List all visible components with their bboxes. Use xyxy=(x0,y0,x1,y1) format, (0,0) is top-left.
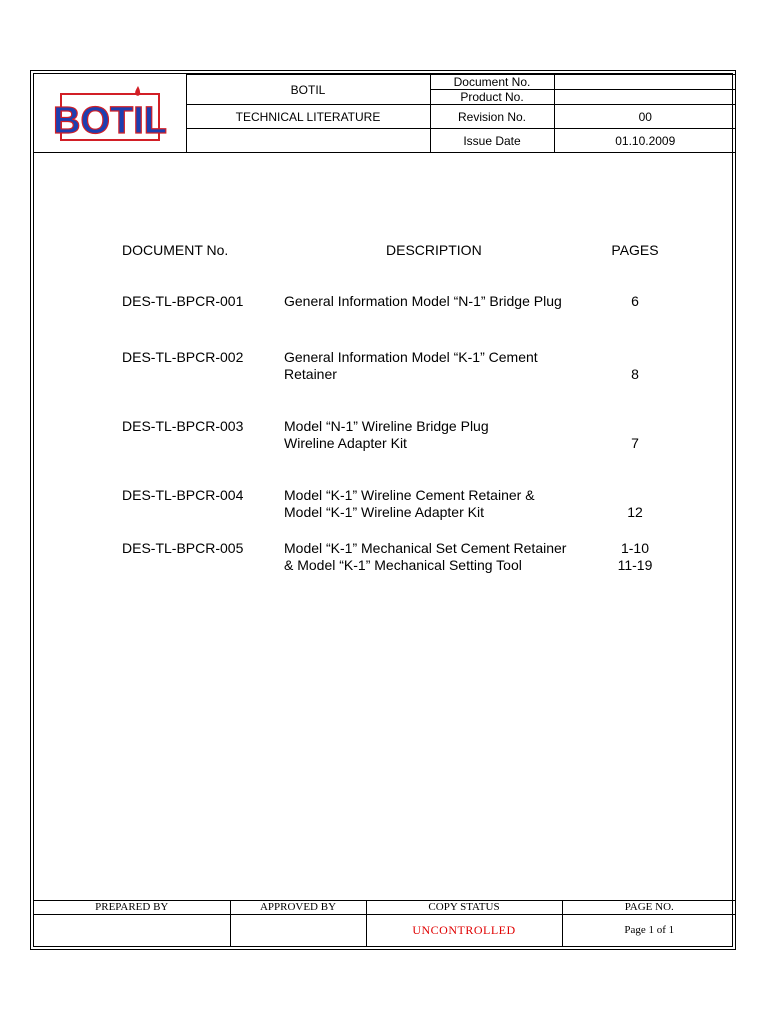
row-pages-line: 1-10 xyxy=(620,540,650,556)
row-doc-no: DES-TL-BPCR-005 xyxy=(122,540,244,556)
document-no-value xyxy=(554,75,736,90)
column-header-doc-no: DOCUMENT No. xyxy=(122,242,229,258)
column-header-description: DESCRIPTION xyxy=(386,242,482,258)
row-description xyxy=(284,418,604,452)
copy-status-value: UNCONTROLLED xyxy=(366,914,562,946)
page-no-label: PAGE NO. xyxy=(562,900,736,914)
botil-logo xyxy=(34,84,186,142)
header-table xyxy=(34,74,736,153)
row-description-line: Retainer xyxy=(284,366,337,382)
copy-status-label: COPY STATUS xyxy=(366,900,562,914)
row-description-line: & Model “K-1” Mechanical Setting Tool xyxy=(284,557,522,573)
prepared-by-value xyxy=(34,914,230,946)
row-description xyxy=(284,487,604,521)
column-header-pages: PAGES xyxy=(611,242,659,258)
row-pages-line: 11-19 xyxy=(617,557,653,573)
row-description-line: Model “K-1” Wireline Cement Retainer & xyxy=(284,487,535,503)
logo-cell xyxy=(34,75,186,153)
approved-by-value xyxy=(230,914,366,946)
row-pages: 7 xyxy=(631,435,639,451)
row-description xyxy=(284,293,604,310)
prepared-by-label: PREPARED BY xyxy=(34,900,230,914)
document-frame xyxy=(30,70,736,950)
row-pages: 12 xyxy=(627,504,643,520)
row-description-line: Model “N-1” Wireline Bridge Plug xyxy=(284,418,489,434)
row-doc-no: DES-TL-BPCR-002 xyxy=(122,349,244,365)
issue-date-value: 01.10.2009 xyxy=(554,129,736,153)
row-description xyxy=(284,349,604,383)
doc-type: TECHNICAL LITERATURE xyxy=(186,105,430,129)
botil-logo-icon xyxy=(52,84,167,143)
row-description-line: Model “K-1” Mechanical Set Cement Retainer xyxy=(284,540,567,556)
row-description-line: Model “K-1” Wireline Adapter Kit xyxy=(284,504,484,520)
approved-by-label: APPROVED BY xyxy=(230,900,366,914)
revision-no-label: Revision No. xyxy=(430,105,554,129)
blank-cell xyxy=(186,129,430,153)
logo-text: BOTIL xyxy=(52,100,167,143)
row-description-line: General Information Model “N-1” Bridge Plug xyxy=(284,293,562,309)
row-doc-no: DES-TL-BPCR-001 xyxy=(122,293,244,309)
page-no-value: Page 1 of 1 xyxy=(562,914,736,946)
row-pages: 8 xyxy=(631,366,639,382)
row-description-line: General Information Model “K-1” Cement xyxy=(284,349,538,365)
row-description-line: Wireline Adapter Kit xyxy=(284,435,407,451)
company-name: BOTIL xyxy=(186,75,430,105)
product-no-value xyxy=(554,90,736,105)
product-no-label: Product No. xyxy=(430,90,554,105)
document-no-label: Document No. xyxy=(430,75,554,90)
revision-no-value: 00 xyxy=(554,105,736,129)
row-pages: 6 xyxy=(631,293,639,309)
issue-date-label: Issue Date xyxy=(430,129,554,153)
row-doc-no: DES-TL-BPCR-004 xyxy=(122,487,244,503)
row-description xyxy=(284,540,604,574)
footer-table xyxy=(34,900,736,947)
document-inner-frame xyxy=(33,73,733,947)
row-doc-no: DES-TL-BPCR-003 xyxy=(122,418,244,434)
row-pages xyxy=(599,540,671,574)
